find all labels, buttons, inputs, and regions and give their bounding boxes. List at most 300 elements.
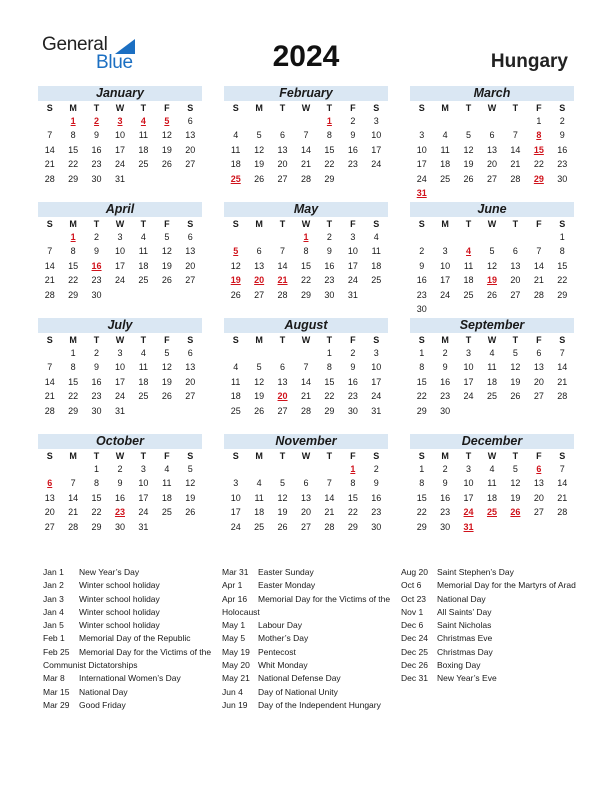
day: 27: [300, 521, 311, 532]
day: 26: [161, 391, 172, 402]
day: 15: [300, 260, 311, 271]
day: 5: [164, 348, 170, 358]
day: 24: [114, 159, 125, 170]
empty-day: [294, 346, 317, 360]
empty-day: [457, 114, 480, 128]
day: 26: [486, 289, 497, 300]
day: 3: [233, 478, 239, 489]
holiday-entry: [43, 566, 221, 579]
day: 24: [416, 173, 427, 184]
empty-day: [410, 230, 433, 244]
holiday-entry: [43, 579, 221, 592]
day: 6: [187, 348, 193, 358]
weekday-label: M: [255, 451, 263, 461]
day: 16: [557, 144, 568, 155]
weekday-label: T: [512, 335, 519, 345]
month-title: August: [224, 318, 388, 333]
day: 15: [68, 260, 79, 271]
holiday-day: 1: [326, 116, 332, 126]
day: 2: [94, 232, 100, 242]
weekday-label: T: [279, 219, 286, 229]
holiday-date: Jan 5: [43, 620, 64, 631]
empty-day: [271, 230, 294, 244]
day: 28: [557, 507, 568, 518]
day: 1: [536, 116, 542, 126]
weekday-label: T: [279, 335, 286, 345]
day-grid: [410, 217, 574, 316]
weekday-label: W: [115, 451, 125, 461]
weekday-label: T: [326, 103, 333, 113]
day: 16: [440, 492, 451, 503]
day: 14: [44, 376, 55, 387]
day: 27: [486, 173, 497, 184]
day: 21: [557, 492, 568, 503]
day: 8: [326, 362, 332, 373]
day: 8: [326, 130, 332, 141]
empty-day: [247, 346, 270, 360]
weekday-label: S: [232, 335, 239, 345]
day: 26: [230, 289, 241, 300]
day: 8: [70, 246, 76, 257]
day: 16: [91, 376, 102, 387]
day: 3: [373, 116, 379, 126]
weekday-label: S: [46, 219, 53, 229]
holiday-name: Easter Monday: [258, 580, 316, 591]
empty-day: [247, 462, 270, 476]
day: 30: [114, 521, 125, 532]
day-grid: [224, 217, 388, 302]
weekday-label: F: [164, 219, 170, 229]
empty-day: [504, 114, 527, 128]
day: 22: [91, 507, 102, 518]
holiday-date: Feb 1: [43, 633, 65, 644]
weekday-label: M: [255, 335, 263, 345]
day: 17: [440, 275, 451, 286]
day: 17: [463, 376, 474, 387]
day: 10: [114, 130, 125, 141]
holiday-day: 4: [466, 246, 472, 257]
holiday-date: Oct 6: [401, 580, 422, 591]
holiday-name: National Defense Day: [258, 673, 341, 684]
weekday-label: T: [326, 451, 333, 461]
day: 17: [371, 144, 382, 155]
day: 19: [277, 507, 288, 518]
weekday-label: S: [373, 103, 380, 113]
day: 30: [557, 173, 568, 184]
day: 12: [161, 130, 172, 141]
holiday-day: 25: [486, 507, 497, 518]
day: 23: [557, 159, 568, 170]
day: 27: [533, 391, 544, 402]
empty-day: [480, 230, 503, 244]
holiday-entry: [43, 606, 221, 619]
holiday-date: Dec 25: [401, 646, 428, 657]
day: 19: [161, 144, 172, 155]
empty-day: [410, 114, 433, 128]
weekday-label: S: [46, 103, 53, 113]
holiday-date: Mar 31: [222, 567, 249, 577]
weekday-label: T: [512, 219, 519, 229]
day: 12: [277, 492, 288, 503]
day: 1: [419, 348, 425, 358]
day: 7: [512, 130, 518, 141]
day: 28: [277, 289, 288, 300]
day: 9: [559, 130, 565, 141]
holiday-name: Good Friday: [79, 699, 126, 710]
day: 19: [185, 492, 196, 503]
holiday-day: 29: [533, 173, 544, 184]
day: 9: [373, 478, 379, 489]
day: 30: [91, 405, 102, 416]
weekday-label: S: [418, 335, 425, 345]
day: 6: [512, 246, 518, 257]
day: 23: [371, 507, 382, 518]
day: 3: [466, 464, 472, 474]
day: 28: [533, 289, 544, 300]
day: 25: [486, 391, 497, 402]
day-grid: [224, 333, 388, 418]
day: 25: [161, 507, 172, 518]
day: 15: [68, 376, 79, 387]
day: 13: [254, 260, 265, 271]
empty-day: [294, 462, 317, 476]
day: 2: [117, 464, 123, 474]
day: 6: [280, 362, 286, 373]
holiday-day: 19: [486, 275, 497, 286]
day: 10: [463, 478, 474, 489]
day: 27: [185, 391, 196, 402]
day: 11: [231, 144, 241, 155]
day: 5: [164, 232, 170, 242]
weekday-label: T: [93, 335, 100, 345]
day: 2: [373, 464, 379, 474]
empty-day: [271, 462, 294, 476]
holiday-day: 31: [416, 187, 427, 198]
day: 13: [277, 376, 288, 387]
day: 25: [138, 275, 149, 286]
holiday-date: May 5: [222, 633, 246, 644]
holiday-date: Dec 26: [401, 660, 428, 671]
day: 23: [347, 391, 358, 402]
weekday-label: S: [559, 335, 566, 345]
day: 18: [254, 507, 265, 518]
weekday-label: S: [232, 451, 239, 461]
day: 22: [300, 275, 311, 286]
day: 7: [47, 362, 53, 373]
weekday-label: W: [487, 219, 497, 229]
day: 6: [489, 130, 495, 141]
holiday-name: Memorial Day for the Martyrs of Arad: [437, 580, 576, 591]
holiday-day: 1: [303, 232, 309, 242]
day: 18: [230, 159, 241, 170]
day: 11: [231, 376, 241, 387]
holiday-date: Mar 8: [43, 673, 65, 684]
holiday-name: Winter school holiday: [79, 580, 160, 591]
day: 14: [44, 260, 55, 271]
day: 17: [416, 159, 427, 170]
day: 22: [68, 159, 79, 170]
day: 25: [463, 289, 474, 300]
holiday-name: Saint Stephen’s Day: [437, 567, 514, 577]
day: 18: [230, 391, 241, 402]
day: 23: [91, 159, 102, 170]
holiday-date: Jan 3: [43, 593, 64, 604]
empty-day: [433, 230, 456, 244]
weekday-label: T: [140, 451, 147, 461]
month-title: March: [410, 86, 574, 101]
day: 12: [463, 144, 474, 155]
day: 17: [138, 492, 149, 503]
holiday-day: 6: [47, 478, 53, 489]
day: 22: [347, 507, 358, 518]
weekday-label: S: [232, 103, 239, 113]
holiday-day: 19: [230, 275, 241, 286]
holiday-name: Boxing Day: [437, 660, 481, 671]
holiday-name: New Year’s Eve: [437, 673, 497, 684]
day: 1: [94, 464, 100, 474]
day: 23: [324, 275, 335, 286]
day: 7: [70, 478, 76, 489]
day: 17: [371, 376, 382, 387]
day: 28: [68, 521, 79, 532]
day: 4: [256, 478, 262, 489]
day: 10: [114, 362, 125, 373]
day: 10: [416, 144, 427, 155]
day: 25: [254, 521, 265, 532]
day: 30: [324, 289, 335, 300]
day: 12: [486, 260, 497, 271]
day: 4: [373, 232, 379, 242]
weekday-label: S: [418, 103, 425, 113]
weekday-label: W: [301, 219, 311, 229]
day: 26: [463, 173, 474, 184]
holiday-day: 25: [230, 173, 241, 184]
month-title: June: [410, 202, 574, 217]
day: 18: [486, 492, 497, 503]
day: 7: [559, 464, 565, 474]
day: 24: [371, 391, 382, 402]
month-november: [224, 434, 388, 534]
day: 8: [303, 246, 309, 257]
holiday-date: Apr 1: [222, 580, 243, 591]
day: 6: [303, 478, 309, 489]
day: 18: [138, 144, 149, 155]
day: 6: [536, 348, 542, 358]
weekday-label: W: [115, 103, 125, 113]
day: 26: [510, 391, 521, 402]
day: 21: [68, 507, 79, 518]
day: 2: [419, 246, 425, 257]
holiday-entry: [222, 699, 400, 712]
holiday-day: 3: [117, 116, 123, 126]
weekday-label: M: [69, 451, 77, 461]
holiday-name: Christmas Day: [437, 646, 493, 657]
day: 25: [138, 159, 149, 170]
day: 23: [91, 275, 102, 286]
holiday-name: Memorial Day for the Victims of the Holocaust: [222, 593, 391, 617]
weekday-label: M: [255, 103, 263, 113]
holiday-date: Oct 23: [401, 593, 427, 604]
day: 31: [114, 405, 125, 416]
day: 2: [350, 116, 356, 126]
day: 16: [324, 260, 335, 271]
day: 2: [326, 232, 332, 242]
day: 21: [300, 391, 311, 402]
holiday-entry: [401, 659, 579, 672]
day: 15: [557, 260, 568, 271]
day: 7: [559, 348, 565, 358]
weekday-label: S: [187, 451, 194, 461]
day: 9: [94, 246, 100, 257]
day: 7: [47, 246, 53, 257]
day: 11: [138, 130, 149, 141]
day: 31: [114, 173, 125, 184]
weekday-label: M: [441, 103, 449, 113]
day: 22: [68, 391, 79, 402]
day: 10: [371, 362, 382, 373]
weekday-label: T: [326, 335, 333, 345]
day: 14: [533, 260, 544, 271]
day: 19: [161, 376, 172, 387]
weekday-label: S: [187, 335, 194, 345]
weekday-label: F: [164, 451, 170, 461]
weekday-label: M: [255, 219, 263, 229]
logo-text-blue: Blue: [96, 52, 133, 73]
day: 9: [94, 362, 100, 373]
holiday-name: Saint Nicholas: [437, 620, 492, 631]
day: 15: [91, 492, 102, 503]
empty-day: [527, 230, 550, 244]
day: 10: [440, 260, 451, 271]
weekday-label: W: [487, 335, 497, 345]
day: 20: [510, 275, 521, 286]
holiday-day: 20: [254, 275, 265, 286]
month-march: [410, 86, 574, 200]
day: 22: [68, 275, 79, 286]
day: 29: [68, 405, 79, 416]
holiday-name: Winter school holiday: [79, 593, 160, 604]
holiday-name: Whit Monday: [258, 660, 308, 671]
holiday-entry: [401, 619, 579, 632]
day: 3: [442, 246, 448, 257]
empty-day: [504, 230, 527, 244]
day: 27: [510, 289, 521, 300]
day: 19: [161, 260, 172, 271]
weekday-label: W: [301, 103, 311, 113]
month-title: January: [38, 86, 202, 101]
day: 2: [350, 348, 356, 358]
day: 28: [557, 391, 568, 402]
holiday-entry: [222, 579, 400, 592]
day: 11: [371, 246, 381, 257]
holiday-name: Memorial Day of the Republic: [79, 633, 191, 644]
day: 11: [138, 362, 149, 373]
day: 11: [440, 144, 450, 155]
holiday-entry: [401, 579, 579, 592]
day: 18: [138, 376, 149, 387]
day: 3: [466, 348, 472, 358]
weekday-label: F: [350, 451, 356, 461]
month-october: [38, 434, 202, 534]
day: 2: [94, 348, 100, 358]
weekday-label: S: [373, 335, 380, 345]
day: 27: [185, 275, 196, 286]
day: 18: [161, 492, 172, 503]
day: 19: [510, 492, 521, 503]
holiday-name: Christmas Eve: [437, 633, 493, 644]
weekday-label: T: [93, 103, 100, 113]
weekday-label: F: [350, 219, 356, 229]
holiday-name: Memorial Day for the Victims of the Communist Dictatorships: [43, 646, 212, 671]
holiday-entry: [401, 672, 579, 685]
weekday-label: W: [301, 451, 311, 461]
holiday-entry: [401, 593, 579, 606]
holiday-entry: [401, 632, 579, 645]
day: 17: [463, 492, 474, 503]
day: 30: [440, 405, 451, 416]
day: 16: [440, 376, 451, 387]
holiday-date: Jan 4: [43, 606, 64, 617]
month-title: February: [224, 86, 388, 101]
holiday-date: Jan 2: [43, 580, 64, 591]
day: 7: [303, 362, 309, 373]
day: 4: [233, 362, 239, 373]
holiday-day: 24: [463, 507, 474, 518]
day: 25: [138, 391, 149, 402]
month-june: [410, 202, 574, 316]
day: 7: [303, 130, 309, 141]
month-september: [410, 318, 574, 418]
holiday-date: Nov 1: [401, 606, 424, 617]
weekday-label: F: [536, 335, 542, 345]
day: 24: [347, 275, 358, 286]
day: 5: [187, 464, 193, 474]
holiday-day: 1: [70, 232, 76, 242]
empty-day: [433, 114, 456, 128]
month-april: [38, 202, 202, 302]
weekday-label: M: [441, 219, 449, 229]
day: 10: [138, 478, 149, 489]
day: 22: [533, 159, 544, 170]
day: 8: [94, 478, 100, 489]
holiday-day: 31: [463, 521, 474, 532]
holiday-date: Jan 1: [43, 567, 64, 577]
day: 27: [185, 159, 196, 170]
day: 1: [70, 348, 76, 358]
holiday-column: [43, 566, 221, 712]
day: 8: [419, 362, 425, 373]
day: 21: [44, 391, 55, 402]
weekday-label: F: [536, 451, 542, 461]
day: 9: [326, 246, 332, 257]
holiday-entry: [222, 566, 400, 579]
weekday-label: T: [279, 451, 286, 461]
weekday-label: M: [69, 219, 77, 229]
holiday-day: 23: [114, 507, 125, 518]
holiday-date: May 20: [222, 660, 250, 671]
empty-day: [224, 462, 247, 476]
day: 9: [94, 130, 100, 141]
holiday-date: Dec 24: [401, 633, 428, 644]
holiday-entry: [43, 646, 221, 673]
weekday-label: W: [487, 451, 497, 461]
day: 5: [512, 464, 518, 474]
day: 3: [140, 464, 146, 474]
holiday-column: [222, 566, 400, 712]
day: 19: [463, 159, 474, 170]
empty-day: [224, 230, 247, 244]
day: 27: [277, 173, 288, 184]
